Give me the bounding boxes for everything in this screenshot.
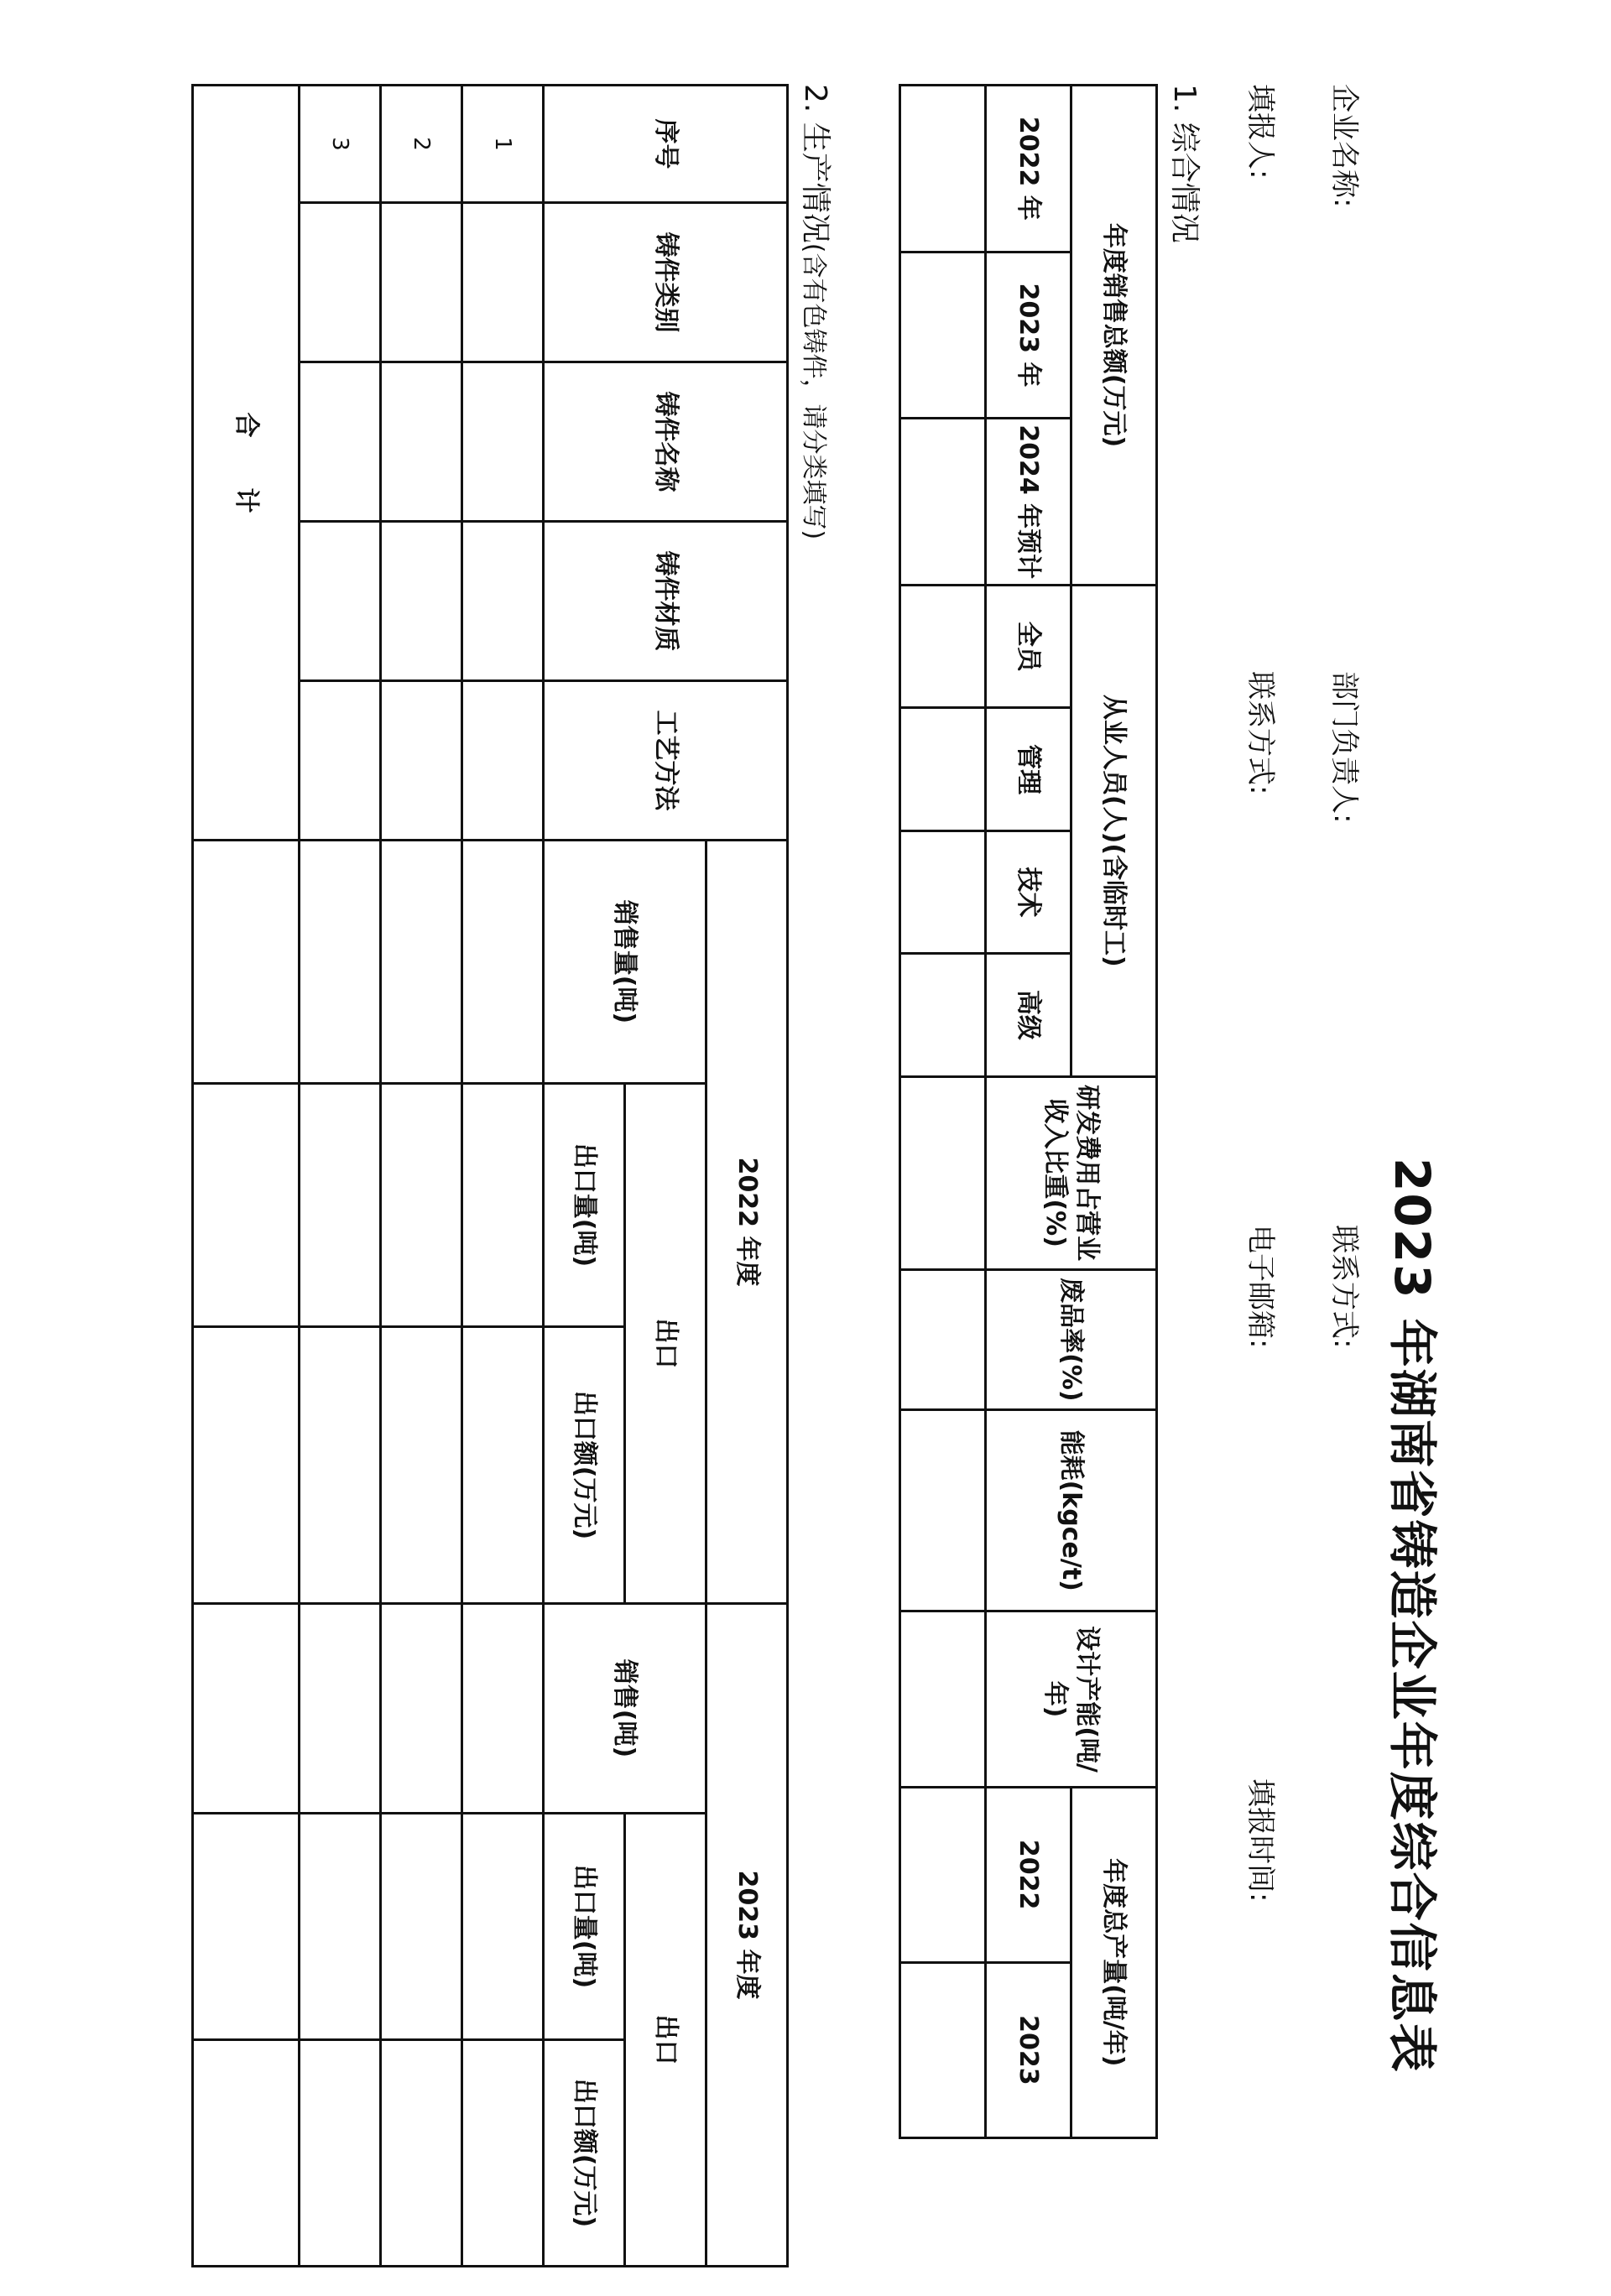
energy-header: 能耗(kgce/t) xyxy=(986,1409,1157,1611)
scrap-rate-header: 废品率(%) xyxy=(986,1269,1157,1409)
process-header: 工艺方法 xyxy=(544,681,788,841)
staff-tech-header: 技术 xyxy=(986,830,1071,953)
row-number: 3 xyxy=(300,86,381,203)
cell-input[interactable] xyxy=(300,1814,381,2040)
cell-input[interactable] xyxy=(193,841,300,1084)
cell-input[interactable] xyxy=(193,1814,300,2040)
cell-input[interactable] xyxy=(462,1814,544,2040)
filler-label: 填报人: xyxy=(1243,84,1277,180)
table-row xyxy=(381,86,462,2267)
section1-heading: 1. 综合情况 xyxy=(1167,84,1202,243)
cell-input[interactable] xyxy=(381,203,462,362)
cell-input[interactable] xyxy=(462,1327,544,1604)
export-2023-header: 出口 xyxy=(625,1814,706,2267)
cell-input[interactable] xyxy=(381,841,462,1084)
section2-heading xyxy=(796,84,839,539)
cell-input[interactable] xyxy=(900,1076,986,1269)
staff-header: 从业人员(人)(含临时工) xyxy=(1071,586,1157,1077)
cell-input[interactable] xyxy=(462,1604,544,1814)
export-2022-header: 出口 xyxy=(625,1084,706,1604)
output-2022-header: 2022 xyxy=(986,1787,1071,1962)
sales-2022-qty-header: 销售量(吨) xyxy=(544,841,706,1084)
cell-input[interactable] xyxy=(462,362,544,522)
cell-input[interactable] xyxy=(900,86,986,253)
sales-2023-header: 2023 年 xyxy=(986,252,1071,419)
cell-input[interactable] xyxy=(193,2040,300,2267)
cell-input[interactable] xyxy=(900,1269,986,1409)
cell-input[interactable] xyxy=(462,681,544,841)
contact-label-1: 联系方式: xyxy=(1327,1225,1361,1349)
overview-data-row xyxy=(900,86,986,2138)
cell-input[interactable] xyxy=(300,203,381,362)
cell-input[interactable] xyxy=(300,681,381,841)
table-row xyxy=(300,86,381,2267)
form-sheet xyxy=(0,67,1477,2248)
cell-input[interactable] xyxy=(900,252,986,419)
cell-input[interactable] xyxy=(300,1084,381,1327)
total-label: 合 计 xyxy=(193,86,300,841)
cell-input[interactable] xyxy=(381,1084,462,1327)
sales-2022-header: 2022 年 xyxy=(986,86,1071,253)
cell-input[interactable] xyxy=(900,1787,986,1962)
fill-time-label: 填报时间: xyxy=(1243,1778,1277,1903)
sales-total-header: 年度销售总额(万元) xyxy=(1071,86,1157,586)
export-amt-2022-header: 出口额(万元) xyxy=(544,1327,625,1604)
cell-input[interactable] xyxy=(193,1604,300,1814)
cell-input[interactable] xyxy=(900,1611,986,1787)
production-table xyxy=(191,84,789,2267)
cell-input[interactable] xyxy=(381,681,462,841)
cell-input[interactable] xyxy=(900,954,986,1076)
staff-mgmt-header: 管理 xyxy=(986,708,1071,830)
sales-2023-qty-header: 销售(吨) xyxy=(544,1604,706,1814)
section2-note: (含有色铸件，请分类填写) xyxy=(799,242,828,540)
cell-input[interactable] xyxy=(900,830,986,953)
output-2023-header: 2023 xyxy=(986,1962,1071,2137)
cell-input[interactable] xyxy=(900,586,986,708)
row-number: 2 xyxy=(381,86,462,203)
cell-input[interactable] xyxy=(193,1084,300,1327)
dept-head-label: 部门负责人: xyxy=(1327,671,1361,824)
cell-input[interactable] xyxy=(900,708,986,830)
cell-input[interactable] xyxy=(300,2040,381,2267)
rd-ratio-header: 研发费用占营业收入比重(%) xyxy=(986,1076,1157,1269)
staff-senior-header: 高级 xyxy=(986,954,1071,1076)
cell-input[interactable] xyxy=(381,1327,462,1604)
email-label: 电子邮箱: xyxy=(1243,1225,1277,1349)
cell-input[interactable] xyxy=(300,362,381,522)
page-title: 2023 年湖南省铸造企业年度综合信息表 xyxy=(1384,1158,1441,2074)
sales-2024-header: 2024 年预计 xyxy=(986,419,1071,586)
cell-input[interactable] xyxy=(381,522,462,681)
cell-input[interactable] xyxy=(300,522,381,681)
capacity-header: 设计产能(吨/年) xyxy=(986,1611,1157,1787)
export-qty-2023-header: 出口量(吨) xyxy=(544,1814,625,2040)
cell-input[interactable] xyxy=(462,203,544,362)
contact-label-2: 联系方式: xyxy=(1243,671,1277,795)
category-header: 铸件类别 xyxy=(544,203,788,362)
cell-input[interactable] xyxy=(381,1814,462,2040)
table-row xyxy=(462,86,544,2267)
section2-title: 2. 生产情况 xyxy=(798,84,832,243)
overview-table xyxy=(899,84,1158,2139)
cell-input[interactable] xyxy=(462,2040,544,2267)
cell-input[interactable] xyxy=(300,841,381,1084)
export-qty-2022-header: 出口量(吨) xyxy=(544,1084,625,1327)
cell-input[interactable] xyxy=(900,1962,986,2137)
annual-output-header: 年度总产量(吨/年) xyxy=(1071,1787,1157,2137)
cell-input[interactable] xyxy=(300,1604,381,1814)
staff-all-header: 全员 xyxy=(986,586,1071,708)
seq-header: 序号 xyxy=(544,86,788,203)
year-2023-header: 2023 年度 xyxy=(706,1604,788,2267)
export-amt-2023-header: 出口额(万元) xyxy=(544,2040,625,2267)
year-2022-header: 2022 年度 xyxy=(706,841,788,1604)
cell-input[interactable] xyxy=(300,1327,381,1604)
cell-input[interactable] xyxy=(462,841,544,1084)
company-name-label: 企业名称: xyxy=(1327,84,1361,208)
cell-input[interactable] xyxy=(193,1327,300,1604)
cell-input[interactable] xyxy=(462,1084,544,1327)
row-number: 1 xyxy=(462,86,544,203)
cell-input[interactable] xyxy=(462,522,544,681)
material-header: 铸件材质 xyxy=(544,522,788,681)
cell-input[interactable] xyxy=(900,419,986,586)
cell-input[interactable] xyxy=(900,1409,986,1611)
cell-input[interactable] xyxy=(381,2040,462,2267)
cell-input[interactable] xyxy=(381,362,462,522)
total-row xyxy=(193,86,300,2267)
name-header: 铸件名称 xyxy=(544,362,788,522)
cell-input[interactable] xyxy=(381,1604,462,1814)
